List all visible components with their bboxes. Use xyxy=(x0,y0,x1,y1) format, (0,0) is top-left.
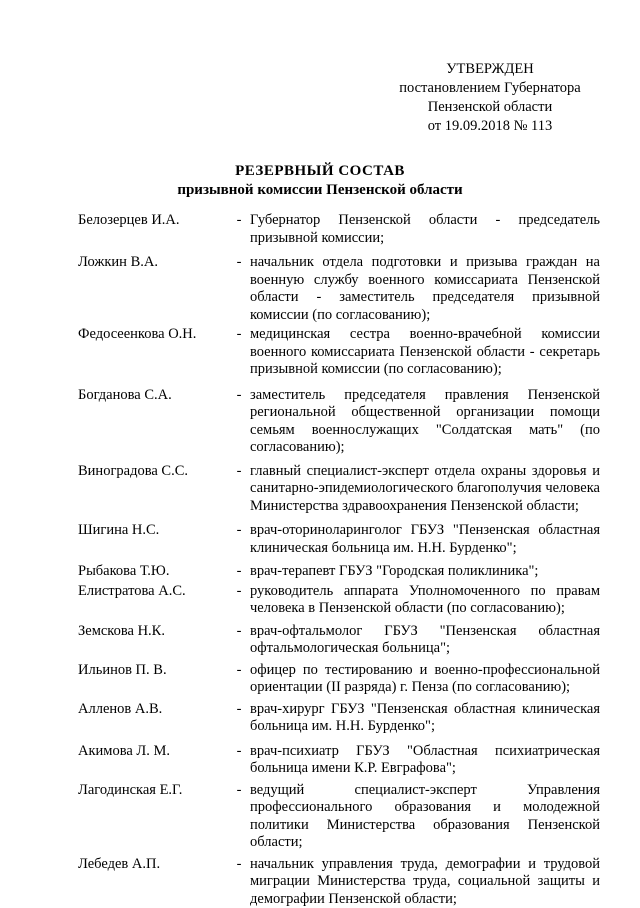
member-role: руководитель аппарата Уполномоченного по правам человека в Пензенской области (по согласованию); xyxy=(250,583,600,618)
dash-separator: - xyxy=(228,743,250,778)
member-name: Земскова Н.К. xyxy=(78,623,228,658)
member-name: Богданова С.А. xyxy=(78,387,228,457)
title-main: РЕЗЕРВНЫЙ СОСТАВ xyxy=(0,162,640,181)
member-role: ведущий специалист-эксперт Управления профессионального образования и молодежной политики Министерства образования Пензенской области; xyxy=(250,782,600,852)
member-name: Акимова Л. М. xyxy=(78,743,228,778)
member-row xyxy=(78,387,600,457)
dash-separator: - xyxy=(228,254,250,324)
approval-heading: УТВЕРЖДЕН xyxy=(380,60,600,79)
dash-separator: - xyxy=(228,563,250,581)
member-name: Федосеенкова О.Н. xyxy=(78,326,228,379)
member-row xyxy=(78,254,600,324)
member-row xyxy=(78,662,600,697)
member-role: врач-офтальмолог ГБУЗ "Пензенская областная офтальмологическая больница"; xyxy=(250,623,600,658)
dash-separator: - xyxy=(228,326,250,379)
dash-separator: - xyxy=(228,463,250,516)
dash-separator: - xyxy=(228,662,250,697)
member-name: Алленов А.В. xyxy=(78,701,228,736)
member-role: медицинская сестра военно-врачебной комиссии военного комиссариата Пензенской области - секретарь призывной комиссии (по согласованию); xyxy=(250,326,600,379)
member-role: врач-хирург ГБУЗ "Пензенская областная клиническая больница им. Н.Н. Бурденко"; xyxy=(250,701,600,736)
approval-date: от 19.09.2018 № 113 xyxy=(380,117,600,136)
member-row xyxy=(78,583,600,618)
member-role: офицер по тестированию и военно-профессиональной ориентации (II разряда) г. Пенза (по согласованию); xyxy=(250,662,600,697)
document-title xyxy=(0,162,640,200)
member-name: Ильинов П. В. xyxy=(78,662,228,697)
dash-separator: - xyxy=(228,782,250,852)
member-row xyxy=(78,623,600,658)
dash-separator: - xyxy=(228,387,250,457)
member-role: начальник управления труда, демографии и трудовой миграции Министерства труда, социальной защиты и демографии Пензенской области; xyxy=(250,856,600,908)
member-role: врач-терапевт ГБУЗ "Городская поликлиника"; xyxy=(250,563,600,581)
member-list xyxy=(78,212,600,908)
member-name: Ложкин В.А. xyxy=(78,254,228,324)
member-name: Белозерцев И.А. xyxy=(78,212,228,247)
dash-separator: - xyxy=(228,522,250,557)
member-name: Елистратова А.С. xyxy=(78,583,228,618)
member-row xyxy=(78,743,600,778)
dash-separator: - xyxy=(228,212,250,247)
member-row xyxy=(78,212,600,247)
title-sub: призывной комиссии Пензенской области xyxy=(0,181,640,200)
member-role: главный специалист-эксперт отдела охраны здоровья и санитарно-эпидемиологического благополучия человека Министерства здравоохранения Пензенской области; xyxy=(250,463,600,516)
member-role: врач-оториноларинголог ГБУЗ "Пензенская областная клиническая больница им. Н.Н. Бурденко"; xyxy=(250,522,600,557)
member-row xyxy=(78,326,600,379)
member-name: Лебедев А.П. xyxy=(78,856,228,908)
member-role: заместитель председателя правления Пензенской региональной общественной организации помощи семьям военнослужащих "Солдатская мать" (по согласованию); xyxy=(250,387,600,457)
member-name: Рыбакова Т.Ю. xyxy=(78,563,228,581)
member-row xyxy=(78,463,600,516)
dash-separator: - xyxy=(228,856,250,908)
approval-line: Пензенской области xyxy=(380,98,600,117)
dash-separator: - xyxy=(228,701,250,736)
approval-stamp xyxy=(380,60,600,136)
member-row xyxy=(78,782,600,852)
member-role: Губернатор Пензенской области - председатель призывной комиссии; xyxy=(250,212,600,247)
approval-line: постановлением Губернатора xyxy=(380,79,600,98)
member-role: врач-психиатр ГБУЗ "Областная психиатрическая больница имени К.Р. Евграфова"; xyxy=(250,743,600,778)
dash-separator: - xyxy=(228,583,250,618)
member-role: начальник отдела подготовки и призыва граждан на военную службу военного комиссариата Пензенской области - заместитель председателя призывной комиссии (по согласованию); xyxy=(250,254,600,324)
member-row xyxy=(78,522,600,557)
member-row xyxy=(78,563,600,581)
member-name: Виноградова С.С. xyxy=(78,463,228,516)
member-name: Лагодинская Е.Г. xyxy=(78,782,228,852)
member-name: Шигина Н.С. xyxy=(78,522,228,557)
dash-separator: - xyxy=(228,623,250,658)
member-row xyxy=(78,856,600,908)
member-row xyxy=(78,701,600,736)
